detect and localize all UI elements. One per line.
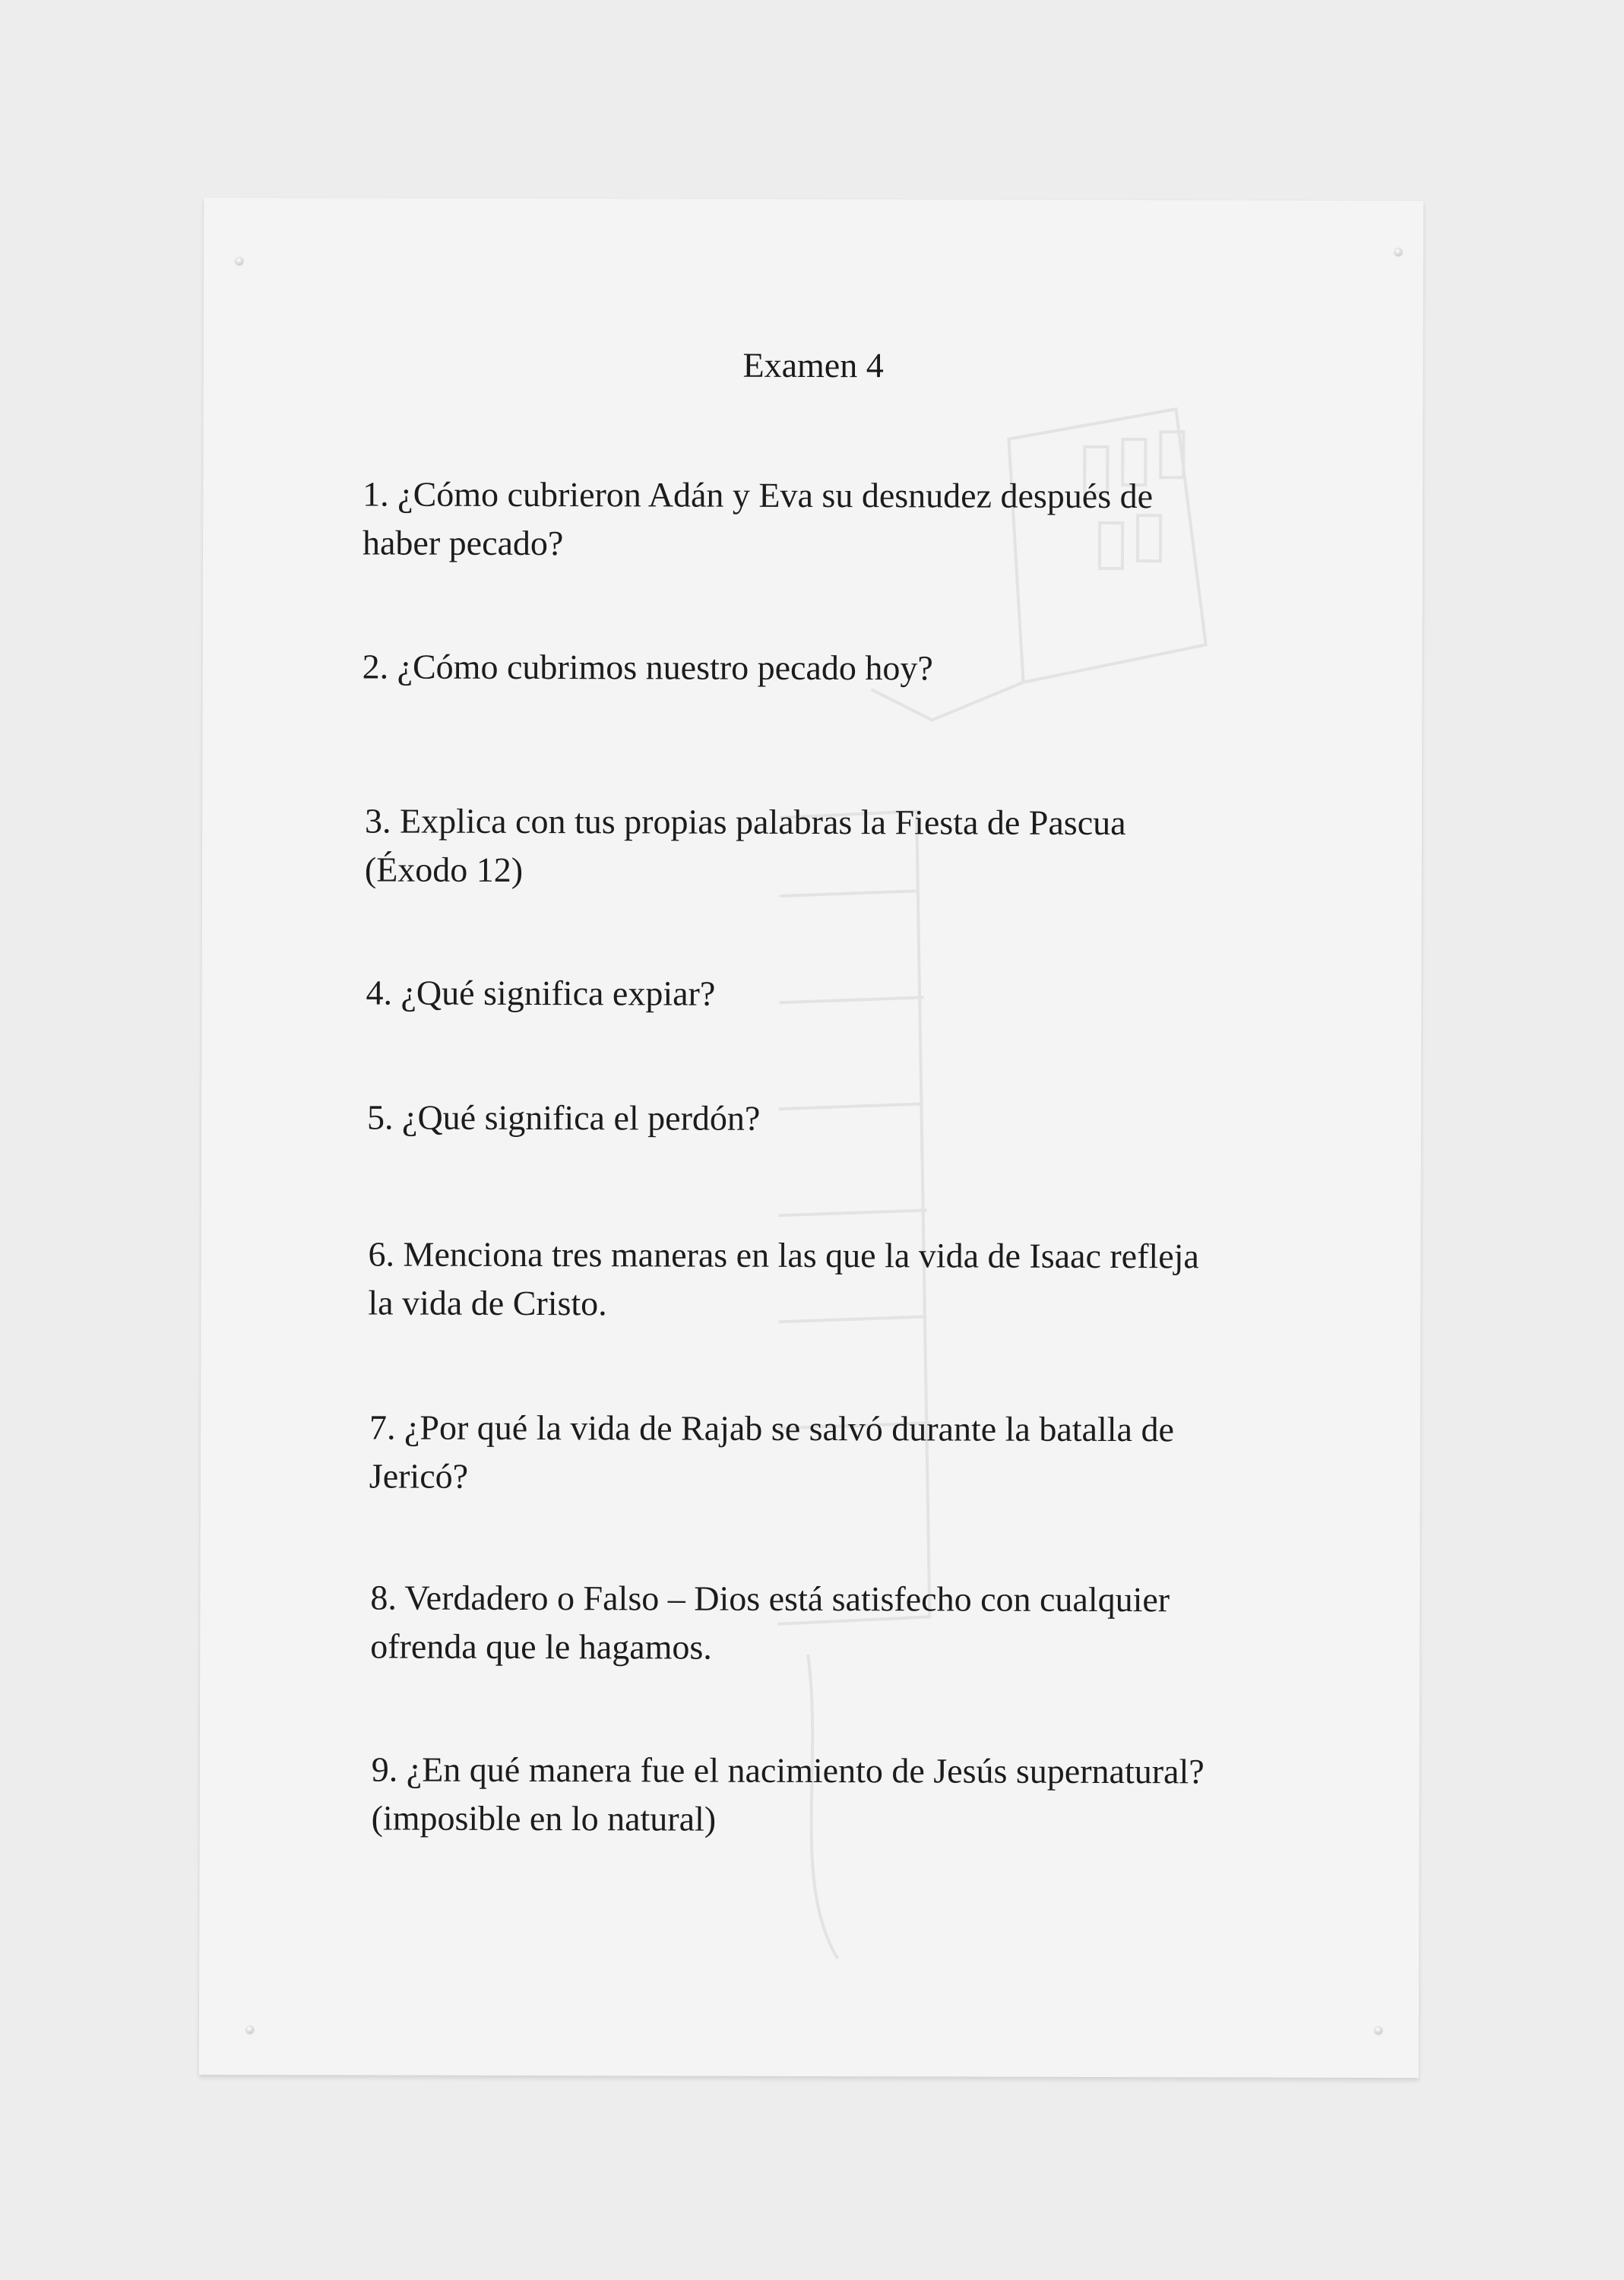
question-2 bbox=[362, 642, 933, 692]
pin-bottom-right bbox=[1375, 2026, 1382, 2034]
question-6-line-1: 6. Menciona tres maneras en las que la vida de Isaac refleja bbox=[368, 1234, 1199, 1276]
question-3 bbox=[365, 796, 1126, 896]
exam-title: Examen 4 bbox=[742, 345, 884, 385]
question-1 bbox=[362, 470, 1153, 569]
question-3-line-1: 3. Explica con tus propias palabras la Fiesta de Pascua bbox=[365, 801, 1126, 843]
pin-top-right bbox=[1394, 248, 1402, 255]
question-5-line-1: 5. ¿Qué significa el perdón? bbox=[367, 1097, 761, 1138]
question-3-line-2: (Éxodo 12) bbox=[364, 850, 524, 890]
question-9-line-2: (imposible en lo natural) bbox=[371, 1798, 717, 1838]
question-7 bbox=[369, 1403, 1174, 1503]
question-1-line-2: haber pecado? bbox=[362, 523, 564, 563]
question-5 bbox=[367, 1093, 760, 1142]
question-7-line-2: Jericó? bbox=[369, 1456, 469, 1496]
pin-top-left bbox=[236, 257, 243, 264]
question-9-line-1: 9. ¿En qué manera fue el nacimiento de Jesús supernatural? bbox=[371, 1750, 1205, 1791]
question-2-line-1: 2. ¿Cómo cubrimos nuestro pecado hoy? bbox=[362, 647, 933, 688]
question-1-line-1: 1. ¿Cómo cubrieron Adán y Eva su desnudez después de bbox=[362, 474, 1154, 516]
pin-bottom-left bbox=[246, 2025, 254, 2033]
question-4 bbox=[366, 968, 715, 1018]
question-8-line-2: ofrenda que le hagamos. bbox=[370, 1626, 712, 1667]
paper-sheet bbox=[199, 198, 1423, 2078]
question-list bbox=[362, 470, 1282, 1838]
question-7-line-1: 7. ¿Por qué la vida de Rajab se salvó durante la batalla de bbox=[369, 1408, 1174, 1449]
question-6 bbox=[368, 1230, 1199, 1329]
question-6-line-2: la vida de Cristo. bbox=[368, 1283, 607, 1323]
question-4-line-1: 4. ¿Qué significa expiar? bbox=[366, 973, 716, 1013]
question-8 bbox=[370, 1573, 1170, 1673]
question-9 bbox=[372, 1745, 1205, 1845]
question-8-line-1: 8. Verdadero o Falso – Dios está satisfecho con cualquier bbox=[370, 1578, 1170, 1620]
